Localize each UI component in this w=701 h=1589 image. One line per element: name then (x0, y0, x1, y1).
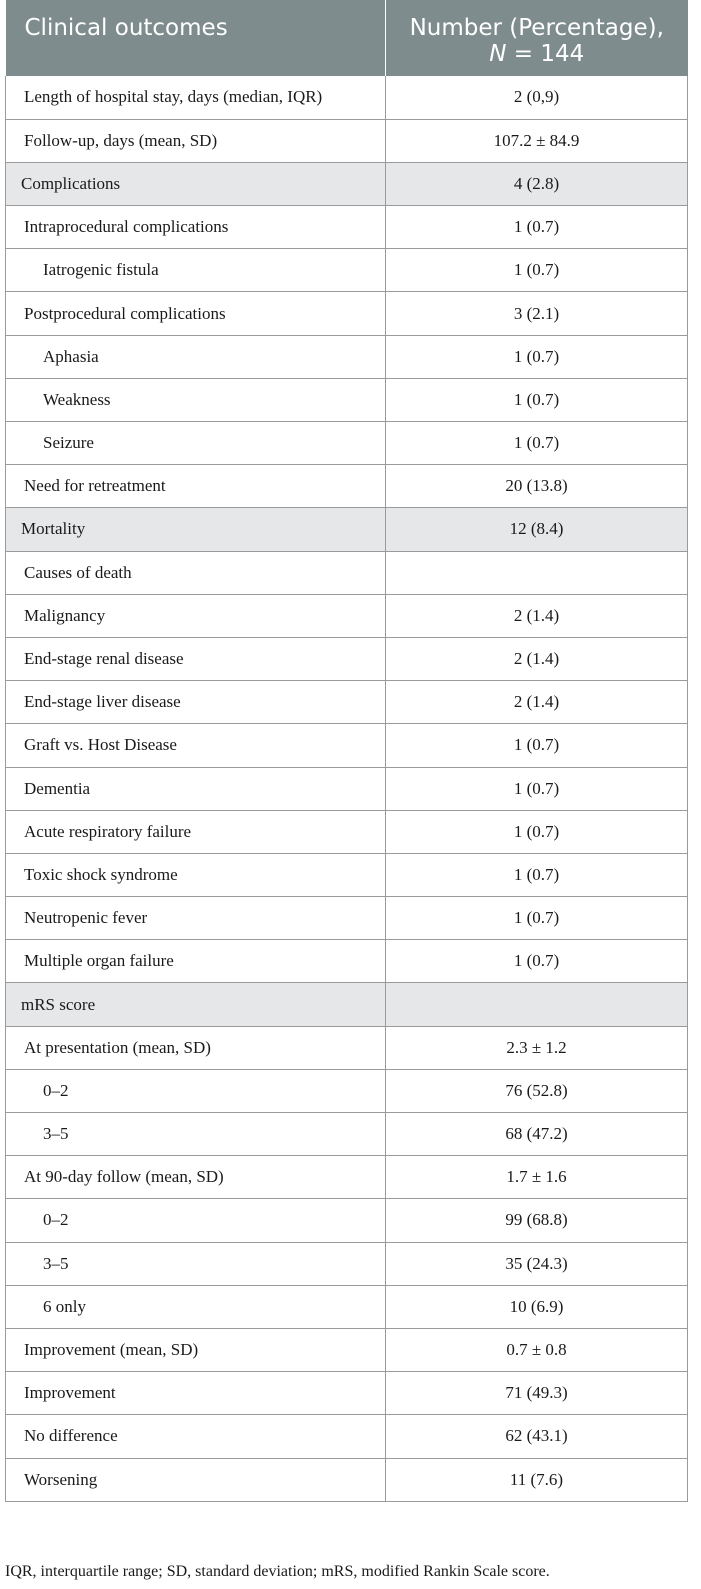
table-footnote: IQR, interquartile range; SD, standard deviation; mRS, modified Rankin Scale score. (5, 1563, 550, 1580)
row-value: 2 (0,9) (386, 76, 688, 119)
table-row (6, 1069, 688, 1112)
table-row (6, 940, 688, 983)
row-label: Follow-up, days (mean, SD) (6, 119, 386, 162)
table-row (6, 335, 688, 378)
clinical-outcomes-table-wrapper (5, 0, 687, 1502)
table-header (6, 0, 688, 76)
header-n-symbol: N (489, 41, 507, 67)
row-value: 11 (7.6) (386, 1458, 688, 1501)
row-label: Neutropenic fever (6, 897, 386, 940)
row-value: 1 (0.7) (386, 249, 688, 292)
table-row (6, 983, 688, 1026)
row-label: Postprocedural complications (6, 292, 386, 335)
row-label: Aphasia (6, 335, 386, 378)
row-value: 12 (8.4) (386, 508, 688, 551)
table-row (6, 162, 688, 205)
table-row (6, 810, 688, 853)
row-value: 1 (0.7) (386, 897, 688, 940)
row-label: Complications (6, 162, 386, 205)
row-label: Multiple organ failure (6, 940, 386, 983)
row-value: 62 (43.1) (386, 1415, 688, 1458)
table-row (6, 551, 688, 594)
table-row (6, 422, 688, 465)
header-number-percentage (386, 0, 688, 76)
row-label: Causes of death (6, 551, 386, 594)
table-row (6, 1026, 688, 1069)
row-value: 71 (49.3) (386, 1372, 688, 1415)
table-row (6, 508, 688, 551)
row-label: Need for retreatment (6, 465, 386, 508)
table-row (6, 1199, 688, 1242)
table-row (6, 76, 688, 119)
table-row (6, 119, 688, 162)
row-label: Mortality (6, 508, 386, 551)
row-value: 1 (0.7) (386, 422, 688, 465)
row-label: Malignancy (6, 594, 386, 637)
table-row (6, 637, 688, 680)
row-value: 10 (6.9) (386, 1285, 688, 1328)
row-label: 3–5 (6, 1113, 386, 1156)
table-row (6, 594, 688, 637)
row-label: Intraprocedural complications (6, 206, 386, 249)
row-value: 1 (0.7) (386, 810, 688, 853)
row-value: 107.2 ± 84.9 (386, 119, 688, 162)
row-label: Improvement (mean, SD) (6, 1328, 386, 1371)
row-label: Length of hospital stay, days (median, IQR) (6, 76, 386, 119)
row-label: End-stage liver disease (6, 681, 386, 724)
row-value: 1 (0.7) (386, 335, 688, 378)
row-label: 0–2 (6, 1069, 386, 1112)
header-number-percentage-label: Number (Percentage), (409, 15, 664, 41)
row-label: Acute respiratory failure (6, 810, 386, 853)
row-value: 20 (13.8) (386, 465, 688, 508)
table-row (6, 292, 688, 335)
table-row (6, 1156, 688, 1199)
row-value: 1 (0.7) (386, 378, 688, 421)
row-value: 2 (1.4) (386, 681, 688, 724)
table-row (6, 1113, 688, 1156)
row-label: Weakness (6, 378, 386, 421)
table-row (6, 724, 688, 767)
row-label: Seizure (6, 422, 386, 465)
header-row (6, 0, 688, 76)
table-row (6, 853, 688, 896)
row-value: 35 (24.3) (386, 1242, 688, 1285)
row-value: 4 (2.8) (386, 162, 688, 205)
row-value (386, 983, 688, 1026)
table-row (6, 1415, 688, 1458)
table-row (6, 249, 688, 292)
row-label: 6 only (6, 1285, 386, 1328)
header-n-value: = 144 (506, 41, 585, 67)
row-value: 1 (0.7) (386, 853, 688, 896)
row-value: 1 (0.7) (386, 940, 688, 983)
table-row (6, 465, 688, 508)
row-value: 1.7 ± 1.6 (386, 1156, 688, 1199)
row-value: 2 (1.4) (386, 594, 688, 637)
row-label: Graft vs. Host Disease (6, 724, 386, 767)
table-row (6, 1242, 688, 1285)
table-row (6, 1285, 688, 1328)
row-value (386, 551, 688, 594)
row-label: Worsening (6, 1458, 386, 1501)
row-value: 2 (1.4) (386, 637, 688, 680)
row-value: 99 (68.8) (386, 1199, 688, 1242)
table-row (6, 378, 688, 421)
row-label: Toxic shock syndrome (6, 853, 386, 896)
table-row (6, 897, 688, 940)
row-value: 3 (2.1) (386, 292, 688, 335)
row-value: 1 (0.7) (386, 767, 688, 810)
row-label: No difference (6, 1415, 386, 1458)
table-row (6, 767, 688, 810)
table-body (6, 76, 688, 1501)
row-value: 0.7 ± 0.8 (386, 1328, 688, 1371)
row-value: 2.3 ± 1.2 (386, 1026, 688, 1069)
table-row (6, 1372, 688, 1415)
row-label: 0–2 (6, 1199, 386, 1242)
table-row (6, 206, 688, 249)
row-value: 1 (0.7) (386, 724, 688, 767)
row-value: 76 (52.8) (386, 1069, 688, 1112)
row-label: mRS score (6, 983, 386, 1026)
clinical-outcomes-table (5, 0, 688, 1502)
row-label: End-stage renal disease (6, 637, 386, 680)
row-label: Dementia (6, 767, 386, 810)
table-row (6, 1458, 688, 1501)
row-label: At 90-day follow (mean, SD) (6, 1156, 386, 1199)
header-clinical-outcomes: Clinical outcomes (6, 0, 386, 76)
row-label: Improvement (6, 1372, 386, 1415)
row-label: Iatrogenic fistula (6, 249, 386, 292)
table-row (6, 681, 688, 724)
row-value: 68 (47.2) (386, 1113, 688, 1156)
row-label: At presentation (mean, SD) (6, 1026, 386, 1069)
row-label: 3–5 (6, 1242, 386, 1285)
table-row (6, 1328, 688, 1371)
row-value: 1 (0.7) (386, 206, 688, 249)
